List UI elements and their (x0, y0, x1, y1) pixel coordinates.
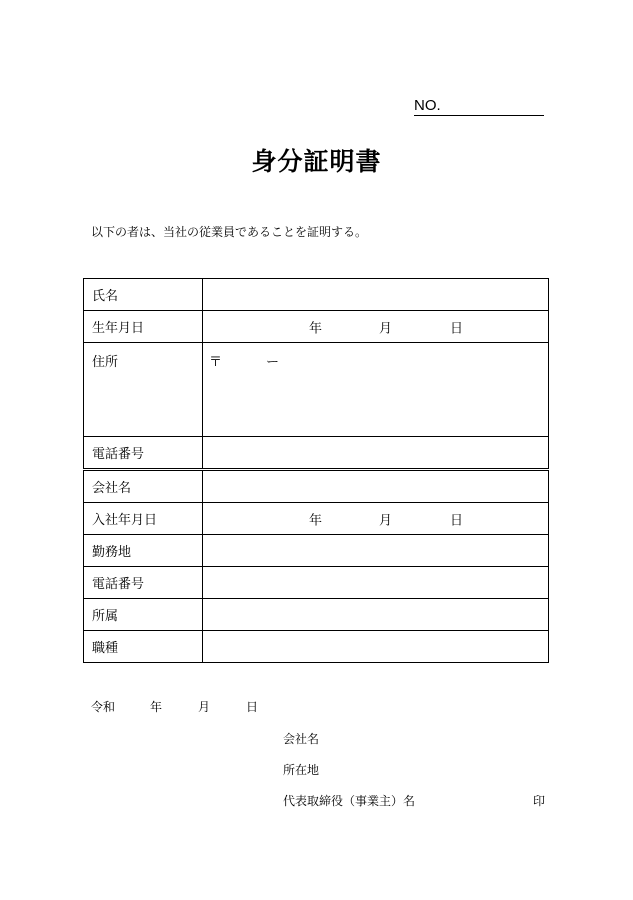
form-row-company (84, 470, 549, 503)
birthdate-month-unit: 月 (379, 321, 393, 336)
footer-company-label: 会社名 (283, 732, 320, 746)
form-row-workplace (84, 535, 549, 567)
document-number-label: NO. (414, 97, 441, 114)
form-label-department: 所属 (84, 599, 203, 631)
form-label-work-phone: 電話番号 (84, 567, 203, 599)
form-value-phone (203, 437, 549, 470)
form-row-join-date (84, 503, 549, 535)
seal-label: 印 (533, 794, 546, 808)
footer-address-label: 所在地 (283, 763, 320, 777)
form-row-address (84, 343, 549, 437)
form-row-birthdate (84, 311, 549, 343)
form-label-address: 住所 (84, 343, 203, 437)
footer-day-unit: 日 (246, 700, 259, 714)
form-value-department (203, 599, 549, 631)
form-value-join-date (203, 503, 549, 535)
certificate-form-table (83, 278, 549, 663)
birthdate-year-unit: 年 (309, 321, 323, 336)
form-label-workplace: 勤務地 (84, 535, 203, 567)
form-value-workplace (203, 535, 549, 567)
join-date-year-unit: 年 (309, 513, 323, 528)
form-value-work-phone (203, 567, 549, 599)
form-row-job-type (84, 631, 549, 663)
form-value-address (203, 343, 549, 437)
form-row-work-phone (84, 567, 549, 599)
intro-text: 以下の者は、当社の従業員であることを証明する。 (91, 225, 368, 239)
postal-mark: 〒 (209, 355, 223, 370)
footer-year-unit: 年 (150, 700, 163, 714)
form-label-phone: 電話番号 (84, 437, 203, 470)
birthdate-day-unit: 日 (450, 321, 464, 336)
form-label-name: 氏名 (84, 279, 203, 311)
form-row-phone (84, 437, 549, 470)
join-date-month-unit: 月 (379, 513, 393, 528)
join-date-day-unit: 日 (450, 513, 464, 528)
form-label-job-type: 職種 (84, 631, 203, 663)
document-number-field (414, 97, 544, 116)
form-value-birthdate (203, 311, 549, 343)
form-value-name (203, 279, 549, 311)
form-label-join-date: 入社年月日 (84, 503, 203, 535)
form-label-company: 会社名 (84, 470, 203, 503)
footer-month-unit: 月 (198, 700, 211, 714)
form-label-birthdate: 生年月日 (84, 311, 203, 343)
form-value-job-type (203, 631, 549, 663)
page-title: 身分証明書 (251, 147, 382, 176)
postal-dash: ー (266, 355, 280, 370)
form-value-company (203, 470, 549, 503)
form-row-department (84, 599, 549, 631)
form-row-name (84, 279, 549, 311)
footer-era: 令和 (91, 700, 116, 714)
footer-representative-label: 代表取締役（事業主）名 (283, 794, 416, 808)
